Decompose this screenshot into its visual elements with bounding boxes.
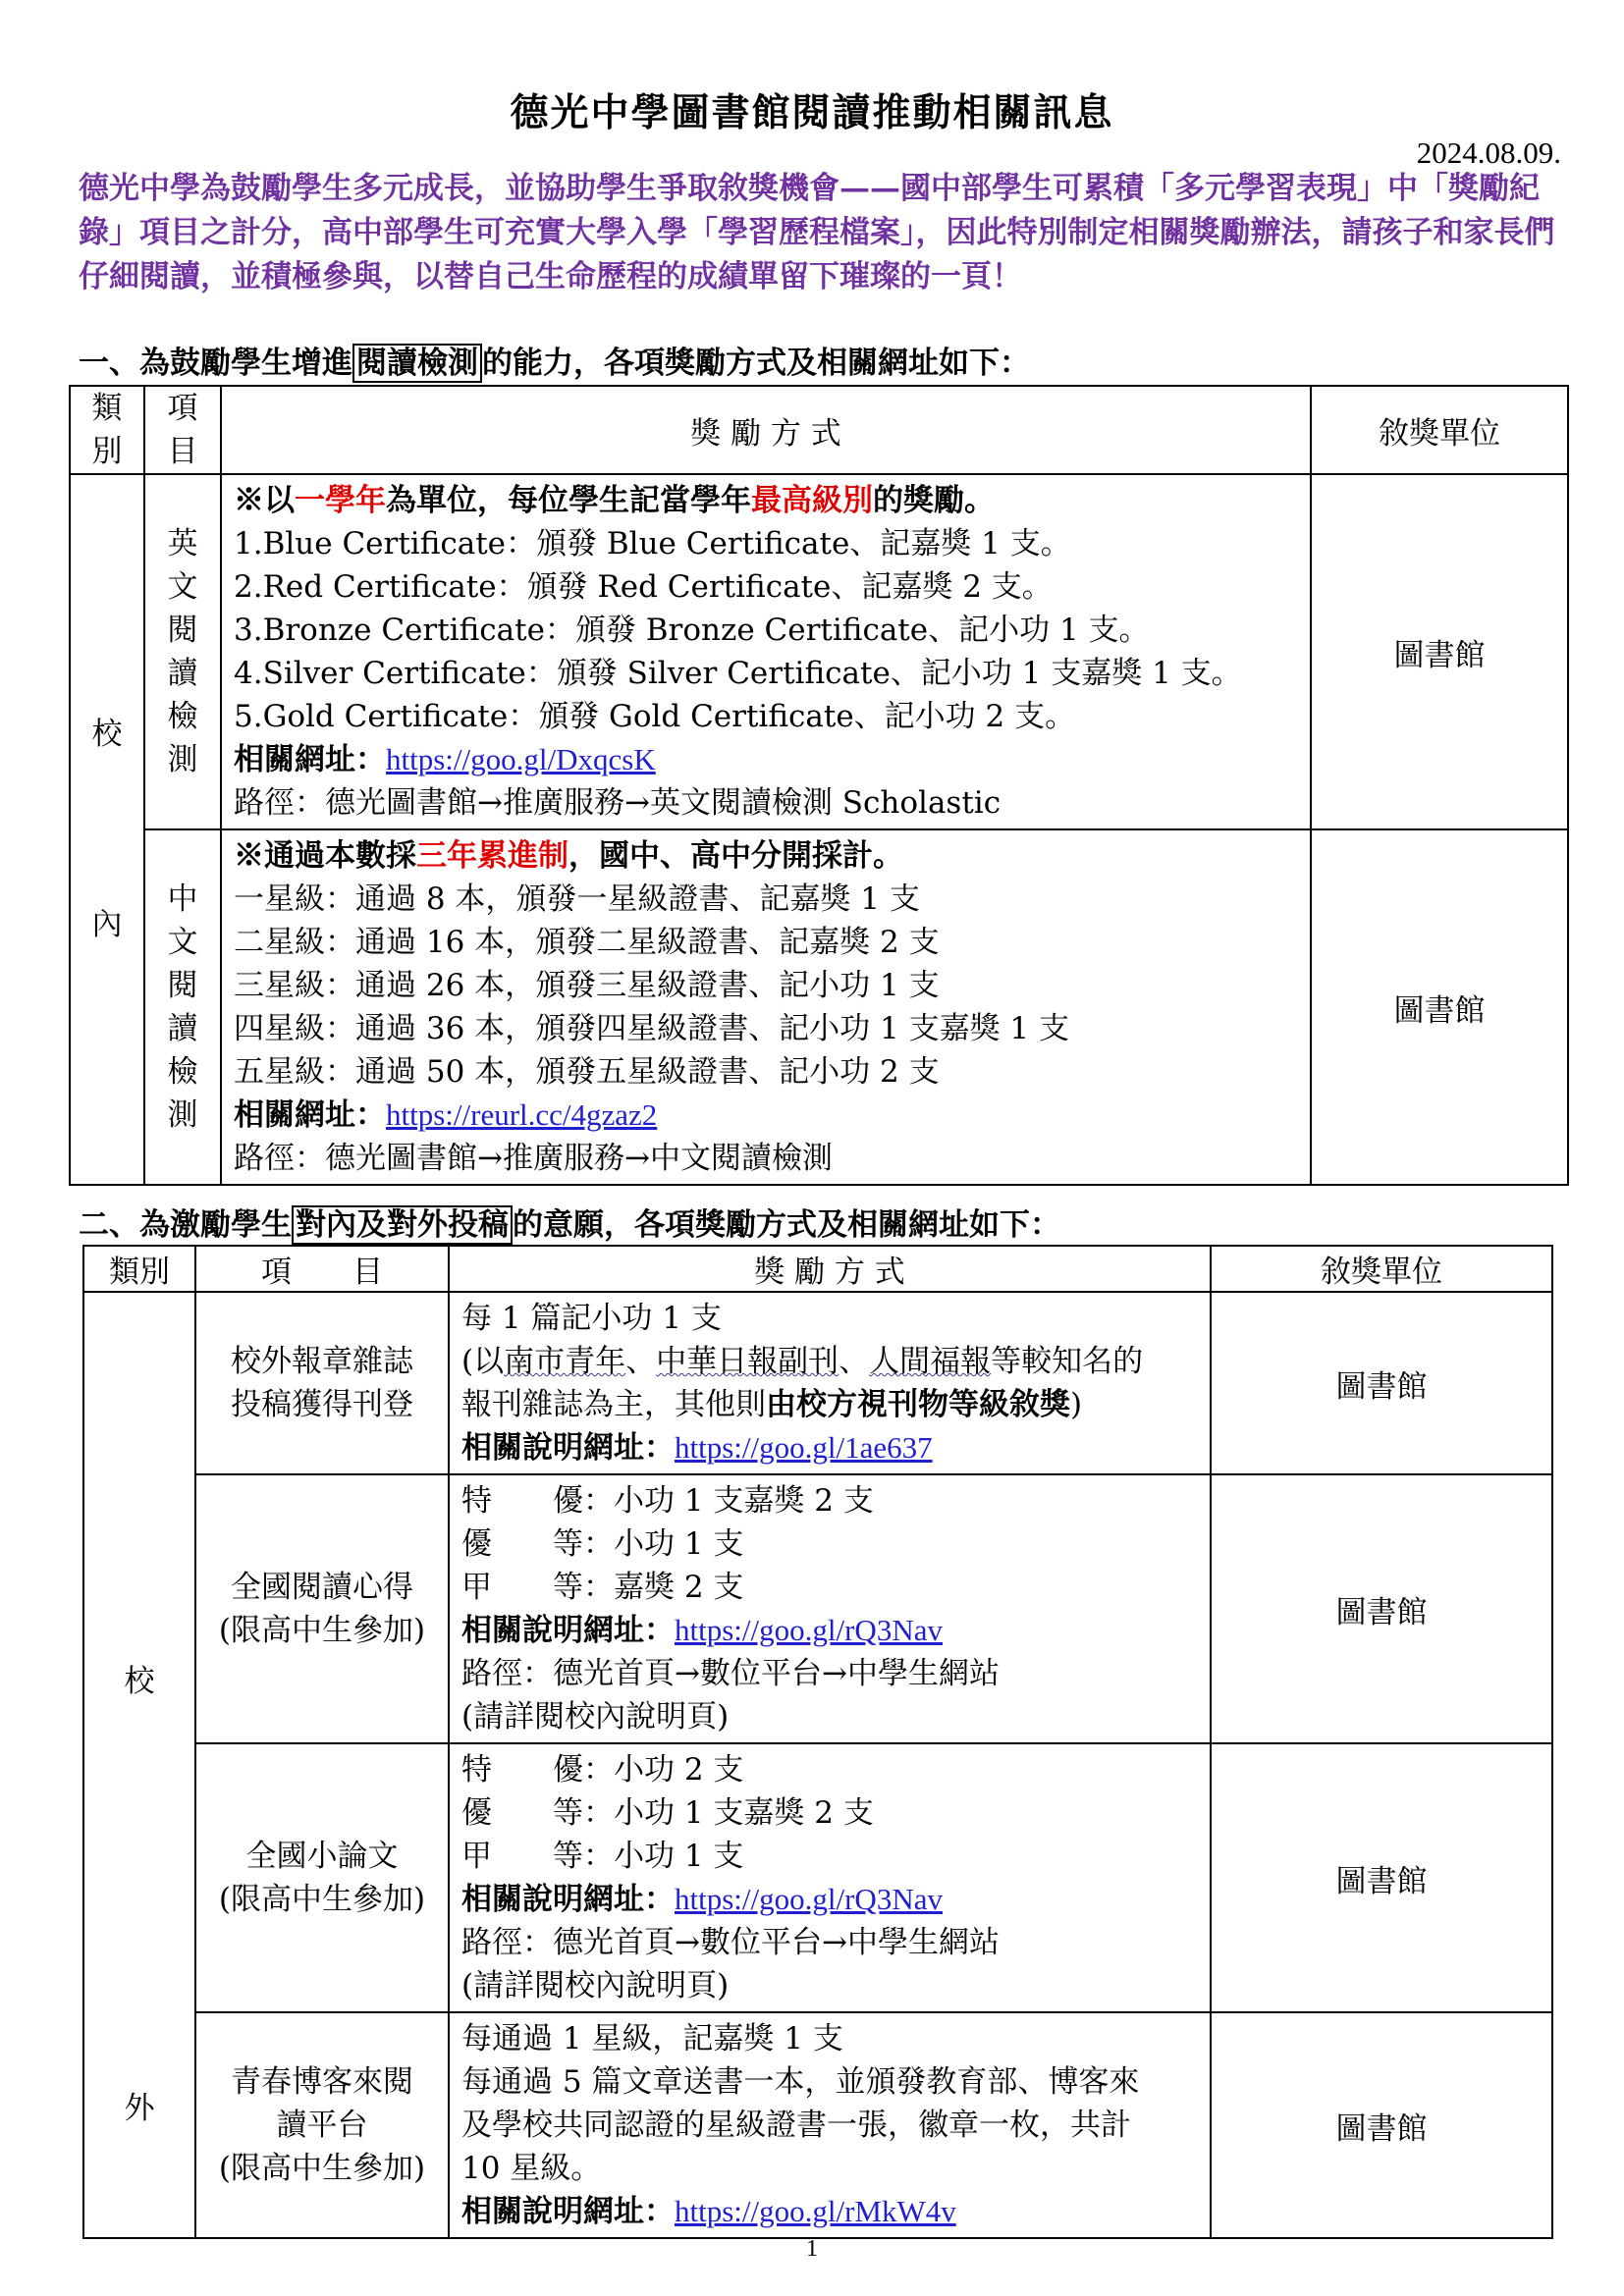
reward-line: 及學校共同認證的星級證書一張，徽章一枚，共計 <box>461 2108 1131 2143</box>
method-cell <box>449 1743 1211 2012</box>
url-line <box>461 1609 1198 1652</box>
rule-note <box>234 834 1298 878</box>
note-text: ，國中、高中分開採計。 <box>568 838 903 874</box>
reward-line: 特 優：小功 2 支 <box>461 1752 744 1788</box>
reward-text: ) <box>1070 1387 1083 1422</box>
reward-line: 二星級：通過 16 本，頒發二星級證書、記嘉獎 2 支 <box>234 925 940 960</box>
category-char: 內 <box>91 907 123 942</box>
category-char: 外 <box>124 2091 155 2126</box>
item-char: 文 <box>167 569 198 605</box>
item-line: (限高中生參加) <box>218 2151 426 2186</box>
section1-heading-pre: 一、為鼓勵學生增進 <box>79 346 352 381</box>
unit-cell: 圖書館 <box>1211 2012 1552 2238</box>
header-category-char: 別 <box>91 434 123 469</box>
reward-line: 優 等：小功 1 支 <box>461 1526 744 1562</box>
item-char: 檢 <box>167 1054 198 1090</box>
related-link[interactable]: https://goo.gl/rQ3Nav <box>675 1882 943 1916</box>
reward-line: 每通過 5 篇文章送書一本，並頒發教育部、博客來 <box>461 2064 1140 2100</box>
separator: 、 <box>625 1344 657 1379</box>
reward-line: 10 星級。 <box>461 2151 602 2186</box>
publication-name: 南市青年 <box>504 1344 626 1379</box>
section1-heading <box>79 338 1030 382</box>
url-label: 相關網址： <box>234 1097 386 1133</box>
header-item <box>144 386 221 474</box>
related-link[interactable]: https://reurl.cc/4gzaz2 <box>386 1097 658 1132</box>
item-char: 測 <box>167 742 198 777</box>
item-char: 文 <box>167 925 198 960</box>
item-cell <box>195 1474 449 1743</box>
url-line <box>461 2190 1198 2233</box>
unit-cell: 圖書館 <box>1211 1743 1552 2012</box>
item-cell <box>195 1292 449 1474</box>
url-line <box>461 1426 1198 1469</box>
category-char: 校 <box>124 1664 155 1699</box>
item-cell <box>144 829 221 1185</box>
item-line: (限高中生參加) <box>218 1882 426 1917</box>
header-item-char: 項 <box>167 391 198 426</box>
method-cell <box>221 829 1311 1185</box>
unit-cell: 圖書館 <box>1211 1474 1552 1743</box>
section2-heading-pre: 二、為激勵學生 <box>79 1207 292 1243</box>
note-text: 為單位，每位學生記當學年 <box>386 483 751 518</box>
table-row <box>83 2012 1552 2238</box>
section1-heading-post: 的能力，各項獎勵方式及相關網址如下： <box>482 346 1030 381</box>
note-text: 的獎勵。 <box>873 483 995 518</box>
item-char: 讀 <box>167 1011 198 1046</box>
item-line: 讀平台 <box>276 2108 368 2143</box>
header-unit: 敘獎單位 <box>1311 386 1568 474</box>
path-line: 路徑：德光圖書館→推廣服務→英文閱讀檢測 Scholastic <box>234 785 1001 821</box>
item-cell <box>195 1743 449 2012</box>
note-highlight: 三年累進制 <box>416 838 568 874</box>
header-unit: 敘獎單位 <box>1211 1246 1552 1292</box>
table-row <box>83 1743 1552 2012</box>
category-cell <box>83 1292 195 2238</box>
unit-cell: 圖書館 <box>1311 829 1568 1185</box>
table-row <box>83 1474 1552 1743</box>
reward-line: 一星級：通過 8 本，頒發一星級證書、記嘉獎 1 支 <box>234 881 920 917</box>
item-char: 閱 <box>167 613 198 648</box>
path-line: 路徑：德光首頁→數位平台→中學生網站 <box>461 1656 1000 1691</box>
url-label: 相關網址： <box>234 742 386 777</box>
reward-text: (以 <box>461 1344 505 1379</box>
reward-line: 優 等：小功 1 支嘉獎 2 支 <box>461 1795 874 1831</box>
item-line: 全國小論文 <box>245 1839 399 1874</box>
related-link[interactable]: https://goo.gl/rQ3Nav <box>675 1613 943 1647</box>
reward-line: 甲 等：嘉獎 2 支 <box>461 1570 744 1605</box>
reward-text: 報刊雜誌為主，其他則 <box>461 1387 766 1422</box>
item-line: 全國閱讀心得 <box>231 1570 413 1605</box>
path-note: (請詳閱校內說明頁) <box>461 1699 730 1735</box>
note-text: ※通過本數採 <box>234 838 416 874</box>
section1-heading-boxed: 閱讀檢測 <box>352 344 482 383</box>
method-cell <box>449 2012 1211 2238</box>
reward-line: 四星級：通過 36 本，頒發四星級證書、記小功 1 支嘉獎 1 支 <box>234 1011 1070 1046</box>
reward-line: 甲 等：小功 1 支 <box>461 1839 744 1874</box>
header-method: 獎 勵 方 式 <box>221 386 1311 474</box>
header-category-char: 類 <box>91 391 123 426</box>
reward-emphasis: 由校方視刊物等級敘獎 <box>766 1387 1070 1422</box>
section2-heading <box>79 1200 1060 1244</box>
item-char: 英 <box>167 526 198 561</box>
section2-heading-boxed: 對內及對外投稿 <box>292 1205 513 1245</box>
item-char: 檢 <box>167 699 198 734</box>
url-label: 相關說明網址： <box>461 1430 675 1466</box>
url-line <box>234 738 1298 781</box>
header-method: 獎 勵 方 式 <box>449 1246 1211 1292</box>
url-label: 相關說明網址： <box>461 2194 675 2229</box>
item-line: 投稿獲得刊登 <box>231 1387 413 1422</box>
item-line: 校外報章雜誌 <box>231 1344 413 1379</box>
related-link[interactable]: https://goo.gl/1ae637 <box>675 1430 933 1465</box>
section1-header-row <box>70 386 1568 474</box>
related-link[interactable]: https://goo.gl/DxqcsK <box>386 742 656 776</box>
note-highlight: 最高級別 <box>751 483 873 518</box>
header-category <box>70 386 144 474</box>
section2-table <box>82 1245 1553 2239</box>
url-line <box>234 1094 1298 1137</box>
header-item-char: 目 <box>167 434 198 469</box>
path-note: (請詳閱校內說明頁) <box>461 1968 730 2003</box>
reward-line: 5.Gold Certificate：頒發 Gold Certificate、記小功 2 支。 <box>234 699 1076 734</box>
header-item: 項 目 <box>195 1246 449 1292</box>
item-char: 中 <box>167 881 198 917</box>
page-number: 1 <box>806 2236 818 2262</box>
reward-line <box>461 1340 1198 1383</box>
item-cell <box>144 474 221 829</box>
publication-name: 人間福報 <box>869 1344 992 1379</box>
unit-cell: 圖書館 <box>1211 1292 1552 1474</box>
method-cell <box>449 1292 1211 1474</box>
table-row <box>70 829 1568 1185</box>
reward-line: 1.Blue Certificate：頒發 Blue Certificate、記嘉獎 1 支。 <box>234 526 1071 561</box>
path-line: 路徑：德光圖書館→推廣服務→中文閱讀檢測 <box>234 1141 833 1176</box>
reward-line: 每通過 1 星級，記嘉獎 1 支 <box>461 2021 843 2056</box>
related-link[interactable]: https://goo.gl/rMkW4v <box>675 2194 956 2228</box>
section2-header-row <box>83 1246 1552 1292</box>
header-category: 類別 <box>83 1246 195 1292</box>
page-title: 德光中學圖書館閱讀推動相關訊息 <box>510 90 1114 135</box>
item-char: 測 <box>167 1097 198 1133</box>
reward-line: 每 1 篇記小功 1 支 <box>461 1301 722 1336</box>
table-row <box>83 1292 1552 1474</box>
note-highlight: 一學年 <box>295 483 386 518</box>
item-char: 讀 <box>167 656 198 691</box>
document-date: 2024.08.09. <box>1416 135 1561 170</box>
reward-line: 三星級：通過 26 本，頒發三星級證書、記小功 1 支 <box>234 968 940 1003</box>
rule-note <box>234 479 1298 522</box>
reward-line: 特 優：小功 1 支嘉獎 2 支 <box>461 1483 874 1519</box>
reward-line: 4.Silver Certificate：頒發 Silver Certificate、記小功 1 支嘉獎 1 支。 <box>234 656 1242 691</box>
intro-paragraph: 德光中學為鼓勵學生多元成長，並協助學生爭取敘獎機會——國中部學生可累積「多元學習表現」中「獎勵紀錄」項目之計分，高中部學生可充實大學入學「學習歷程檔案」，因此特別制定相關獎勵辦法，請孩子和家長們仔細閱讀，並積極參與，以替自己生命歷程的成績單留下璀璨的一頁！ <box>79 171 1555 294</box>
reward-line: 3.Bronze Certificate：頒發 Bronze Certificate、記小功 1 支。 <box>234 613 1150 648</box>
method-cell <box>221 474 1311 829</box>
method-cell <box>449 1474 1211 1743</box>
url-label: 相關說明網址： <box>461 1613 675 1648</box>
url-line <box>461 1878 1198 1921</box>
section1-table <box>69 385 1569 1186</box>
reward-line: 五星級：通過 50 本，頒發五星級證書、記小功 2 支 <box>234 1054 940 1090</box>
item-line: (限高中生參加) <box>218 1613 426 1648</box>
section2-heading-post: 的意願，各項獎勵方式及相關網址如下： <box>513 1207 1060 1243</box>
reward-text: 等較知名的 <box>991 1344 1144 1379</box>
publication-name: 中華日報副刊 <box>656 1344 839 1379</box>
category-char: 校 <box>91 717 123 752</box>
category-cell <box>70 474 144 1185</box>
item-char: 閱 <box>167 968 198 1003</box>
item-line: 青春博客來閱 <box>231 2064 413 2100</box>
reward-line <box>461 1383 1198 1426</box>
separator: 、 <box>839 1344 870 1379</box>
unit-cell: 圖書館 <box>1311 474 1568 829</box>
url-label: 相關說明網址： <box>461 1882 675 1917</box>
item-cell <box>195 2012 449 2238</box>
path-line: 路徑：德光首頁→數位平台→中學生網站 <box>461 1925 1000 1960</box>
table-row <box>70 474 1568 829</box>
reward-line: 2.Red Certificate：頒發 Red Certificate、記嘉獎 2 支。 <box>234 569 1053 605</box>
note-text: ※以 <box>234 483 295 518</box>
